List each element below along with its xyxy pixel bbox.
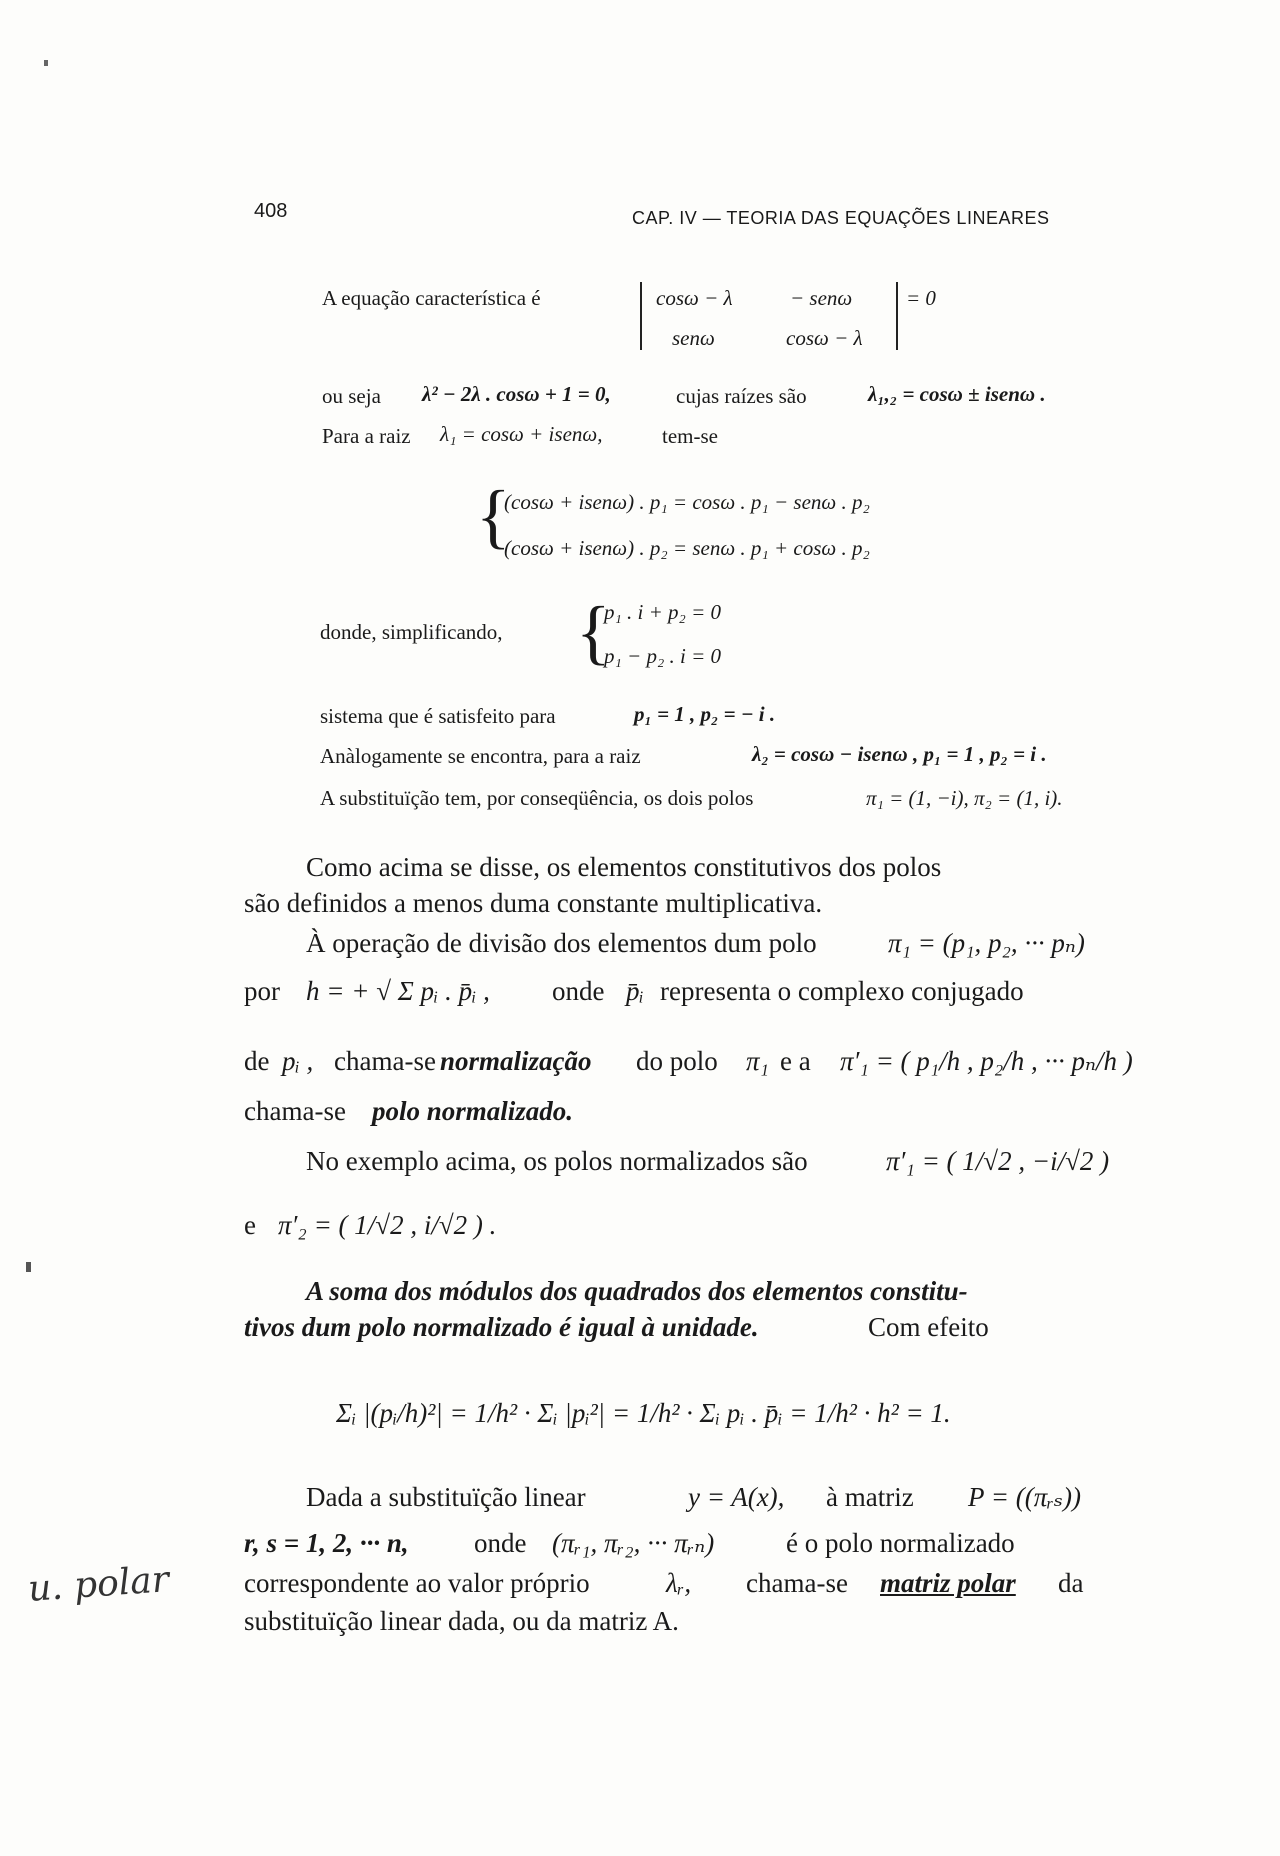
p2-line3-do-polo: do polo	[636, 1046, 718, 1076]
p2-line2-rest: representa o complexo conjugado	[660, 976, 1024, 1006]
p4-line1: A soma dos módulos dos quadrados dos elementos constitu-	[306, 1276, 968, 1306]
det-equals: = 0	[906, 286, 936, 310]
running-title: CAP. IV — TEORIA DAS EQUAÇÕES LINEARES	[632, 208, 1050, 228]
p2-line3-pi1: π₁	[746, 1046, 769, 1076]
det-r1c2: − senω	[790, 286, 853, 310]
ou-seja: ou seja	[322, 384, 381, 408]
analog-values: λ₂ = cosω − isenω , p₁ = 1 , p₂ = i .	[752, 742, 1047, 766]
subst-text: A substituïção tem, por conseqüência, os dois polos	[320, 786, 754, 810]
p3-line2-math: π′₂ = ( 1/√2 , i/√2 ) .	[278, 1210, 497, 1240]
display-equation: Σᵢ |(pᵢ/h)²| = 1/h² · Σᵢ |pᵢ²| = 1/h² · Σᵢ pᵢ . p̄ᵢ = 1/h² · h² = 1.	[336, 1398, 951, 1428]
system2-brace: {	[576, 592, 611, 672]
char-poly: λ² − 2λ . cosω + 1 = 0,	[422, 382, 611, 406]
root1: λ₁ = cosω + isenω,	[440, 422, 603, 446]
p3-line1-text: No exemplo acima, os polos normalizados são	[306, 1146, 808, 1176]
det-r2c1: senω	[672, 326, 715, 350]
p5-line2-math: (πᵣ₁, πᵣ₂, ··· πᵣₙ)	[552, 1528, 715, 1558]
sistema-text: sistema que é satisfeito para	[320, 704, 556, 728]
p5-line3-chama: chama-se	[746, 1568, 848, 1598]
p5-line3-matriz-polar: matriz polar	[880, 1568, 1016, 1598]
det-r1c1: cosω − λ	[656, 286, 733, 310]
p5-line1-a-matriz: à matriz	[826, 1482, 914, 1512]
tem-se: tem-se	[662, 424, 718, 448]
page-number: 408	[254, 200, 288, 222]
p2-line1-math: π₁ = (p₁, p₂, ··· pₙ)	[888, 928, 1085, 958]
p2-line4-polo-normalizado: polo normalizado.	[372, 1096, 574, 1126]
p2-line2-por: por	[244, 976, 280, 1006]
p2-line4-chama: chama-se	[244, 1096, 346, 1126]
donde-simplificando: donde, simplificando,	[320, 620, 503, 644]
p5-line1-math2: P = ((πᵣₛ))	[968, 1482, 1081, 1512]
p2-line3-normalized-pole: π′₁ = ( p₁/h , p₂/h , ··· pₙ/h )	[840, 1046, 1133, 1076]
p5-line3-da: da	[1058, 1568, 1084, 1598]
p5-line2-indices: r, s = 1, 2, ··· n,	[244, 1528, 409, 1558]
p5-line1-text: Dada a substituïção linear	[306, 1482, 586, 1512]
para-raiz: Para a raiz	[322, 424, 411, 448]
p5-line1-math: y = A(x),	[688, 1482, 785, 1512]
scan-mark-left	[26, 1262, 31, 1272]
p3-line2-e: e	[244, 1210, 256, 1240]
p2-line2-math: h = + √ Σ pᵢ . p̄ᵢ ,	[306, 976, 490, 1006]
p5-line3-lambda: λᵣ,	[666, 1568, 692, 1598]
p1-line2: são definidos a menos duma constante multiplicativa.	[244, 888, 823, 918]
p5-line4: substituïção linear dada, ou da matriz A.	[244, 1606, 679, 1636]
p2-line3-pi: pᵢ ,	[282, 1046, 314, 1076]
system1-line2: (cosω + isenω) . p₂ = senω . p₁ + cosω . p₂	[504, 536, 870, 560]
sistema-values: p₁ = 1 , p₂ = − i .	[634, 702, 776, 726]
p2-line2-onde: onde	[552, 976, 605, 1006]
roots: λ₁,₂ = cosω ± isenω .	[868, 382, 1046, 406]
p2-line3-ea: e a	[780, 1046, 811, 1076]
p5-line2-rest: é o polo normalizado	[786, 1528, 1015, 1558]
system1-line1: (cosω + isenω) . p₁ = cosω . p₁ − senω . p₂	[504, 490, 870, 514]
p2-line3-normalizacao: normalização	[440, 1046, 592, 1076]
subst-values: π₁ = (1, −i), π₂ = (1, i).	[866, 786, 1063, 810]
char-eq-label: A equação característica é	[322, 286, 541, 310]
system2-line1: p₁ . i + p₂ = 0	[604, 600, 722, 624]
det-r2c2: cosω − λ	[786, 326, 863, 350]
system1-brace: {	[476, 476, 511, 556]
analog-text: Anàlogamente se encontra, para a raiz	[320, 744, 641, 768]
p5-line2-onde: onde	[474, 1528, 527, 1558]
cujas-raizes: cujas raízes são	[676, 384, 807, 408]
determinant-left-bar	[640, 282, 644, 350]
p4-line2-com-efeito: Com efeito	[868, 1312, 989, 1342]
p5-line3-text: correspondente ao valor próprio	[244, 1568, 590, 1598]
p2-line2-math2: p̄ᵢ	[626, 976, 644, 1006]
p4-line2-italic: tivos dum polo normalizado é igual à unidade.	[244, 1312, 759, 1342]
p2-line3-de: de	[244, 1046, 270, 1076]
p2-line3-chama: chama-se	[334, 1046, 436, 1076]
p1-line1: Como acima se disse, os elementos constitutivos dos polos	[306, 852, 942, 882]
p2-line1-text: À operação de divisão dos elementos dum polo	[306, 928, 817, 958]
p3-line1-math: π′₁ = ( 1/√2 , −i/√2 )	[886, 1146, 1110, 1176]
scan-mark-top	[44, 60, 48, 66]
system2-line2: p₁ − p₂ . i = 0	[604, 644, 722, 668]
margin-handwriting: u. polar	[26, 1559, 171, 1610]
determinant-right-bar	[896, 282, 900, 350]
